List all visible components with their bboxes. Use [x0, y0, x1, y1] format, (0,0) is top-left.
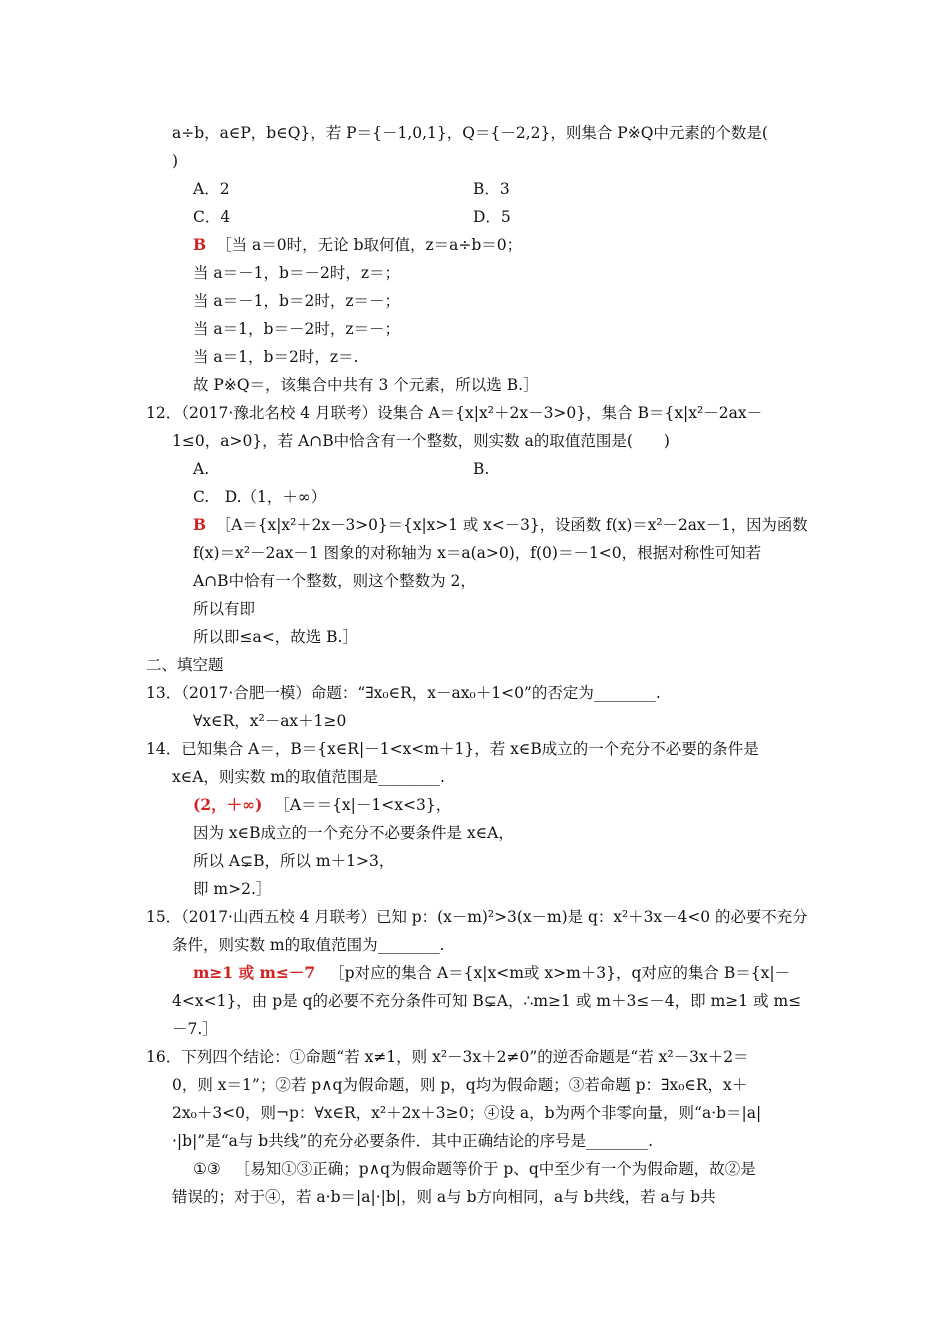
- q12-solution-line4: 所以有即: [193, 600, 256, 618]
- q11-solution-line3: 当 a＝－1，b＝2时，z＝－；: [193, 292, 400, 310]
- q15-stem-line1: 15．（2017·山西五校 4 月联考）已知 p：(x－m)²>3(x－m)是 q：x²＋3x－4<0 的必要不充分: [146, 908, 808, 926]
- q15-stem-line2: 条件，则实数 m的取值范围为________.: [172, 936, 445, 954]
- q14-solution-text1: ［A＝＝{x|－1<x<3}，: [274, 796, 452, 814]
- q14-stem-line2: x∈A，则实数 m的取值范围是________.: [172, 768, 445, 786]
- q11-option-c: C．4: [193, 208, 231, 226]
- q11-solution-line2: 当 a＝－1，b＝－2时，z＝；: [193, 264, 400, 282]
- q12-stem-line1: 12．（2017·豫北名校 4 月联考）设集合 A＝{x|x²＋2x－3>0}，集合 B＝{x|x²－2ax－: [146, 404, 763, 422]
- q12-solution-line5: 所以即≤a<，故选 B.］: [193, 628, 358, 646]
- q15-solution-text1: ［p对应的集合 A＝{x|x<m或 x>m＋3}，q对应的集合 B＝{x|－: [329, 964, 791, 982]
- q14-solution-line1: [193, 795, 451, 815]
- q11-solution-line6: 故 P※Q＝，该集合中共有 3 个元素，所以选 B.］: [193, 376, 539, 394]
- q12-solution-line2: f(x)＝x²－2ax－1 图象的对称轴为 x＝a(a>0)，f(0)＝－1<0，根据对称性可知若: [193, 544, 762, 562]
- q11-solution-line4: 当 a＝1，b＝－2时，z＝－；: [193, 320, 400, 338]
- q11-answer: B: [193, 235, 207, 254]
- q11-solution-line5: 当 a＝1，b＝2时，z＝.: [193, 348, 359, 366]
- q13-stem: 13．（2017·合肥一模）命题：“∃x₀∈R，x－ax₀＋1<0”的否定为________.: [146, 684, 661, 702]
- q11-option-d: D．5: [473, 208, 511, 226]
- q12-answer: B: [193, 515, 207, 534]
- q14-answer: (2，＋∞): [193, 795, 263, 814]
- q15-solution-line2: 4<x<1}，由 p是 q的必要不充分条件可知 B⊊A，∴m≥1 或 m＋3≤－4，即 m≥1 或 m≤: [172, 992, 802, 1010]
- q14-stem-line1: 14．已知集合 A＝，B＝{x∈R|－1<x<m＋1}，若 x∈B成立的一个充分不必要的条件是: [146, 740, 759, 758]
- q16-stem-line3: 2x₀＋3<0，则¬p：∀x∈R，x²＋2x＋3≥0；④设 a，b为两个非零向量，则“a·b＝|a|: [172, 1104, 762, 1122]
- q16-stem-line1: 16．下列四个结论：①命题“若 x≠1，则 x²－3x＋2≠0”的逆否命题是“若 x²－3x＋2＝: [146, 1048, 749, 1066]
- q14-solution-line3: 所以 A⊊B，所以 m＋1>3，: [193, 852, 395, 870]
- q12-option-a: A.: [193, 460, 210, 478]
- q13-answer: ∀x∈R，x²－ax＋1≥0: [193, 712, 347, 730]
- q12-solution-line3: A∩B中恰有一个整数，则这个整数为 2，: [193, 572, 476, 590]
- q14-solution-line4: 即 m>2.］: [193, 880, 272, 898]
- q16-answer: ①③: [193, 1160, 221, 1178]
- q16-stem-line2: 0，则 x＝1”；②若 p∧q为假命题，则 p，q均为假命题；③若命题 p：∃x₀∈R，x＋: [172, 1076, 748, 1094]
- q15-solution-line1: [193, 963, 790, 983]
- q14-solution-line2: 因为 x∈B成立的一个充分不必要条件是 x∈A，: [193, 824, 514, 842]
- q11-stem-line1: a÷b，a∈P，b∈Q}，若 P＝{－1,0,1}，Q＝{－2,2}，则集合 P※Q中元素的个数是(: [172, 124, 768, 142]
- q11-solution-text1: ［当 a＝0时，无论 b取何值，z＝a÷b＝0；: [216, 236, 523, 254]
- q16-solution-line1: [193, 1159, 756, 1179]
- q16-solution-line2: 错误的；对于④，若 a·b＝|a|·|b|，则 a与 b方向相同，a与 b共线，若 a与 b共: [172, 1188, 716, 1206]
- q12-option-cd: C. D.（1，＋∞）: [193, 488, 327, 506]
- q11-option-b: B．3: [473, 180, 510, 198]
- section-heading-fill-in: 二、填空题: [146, 656, 224, 674]
- q11-option-a: A．2: [193, 180, 230, 198]
- q11-solution-line1: [193, 235, 522, 255]
- q12-solution-text1: ［A＝{x|x²＋2x－3>0}＝{x|x>1 或 x<－3}，设函数 f(x)＝x²－2ax－1，因为函数: [215, 516, 808, 534]
- q12-solution-line1: [193, 515, 808, 535]
- q12-stem-line2: 1≤0，a>0}，若 A∩B中恰含有一个整数，则实数 a的取值范围是( ): [172, 432, 670, 450]
- q15-answer: m≥1 或 m≤－7: [193, 963, 316, 982]
- q15-solution-line3: －7.］: [172, 1020, 218, 1038]
- q16-solution-text1: ［易知①③正确；p∧q为假命题等价于 p、q中至少有一个为假命题，故②是: [234, 1160, 756, 1178]
- q16-stem-line4: ·|b|”是“a与 b共线”的充分必要条件．其中正确结论的序号是________.: [172, 1132, 654, 1150]
- q11-stem-line2: ): [172, 152, 179, 170]
- q12-option-b: B.: [473, 460, 490, 478]
